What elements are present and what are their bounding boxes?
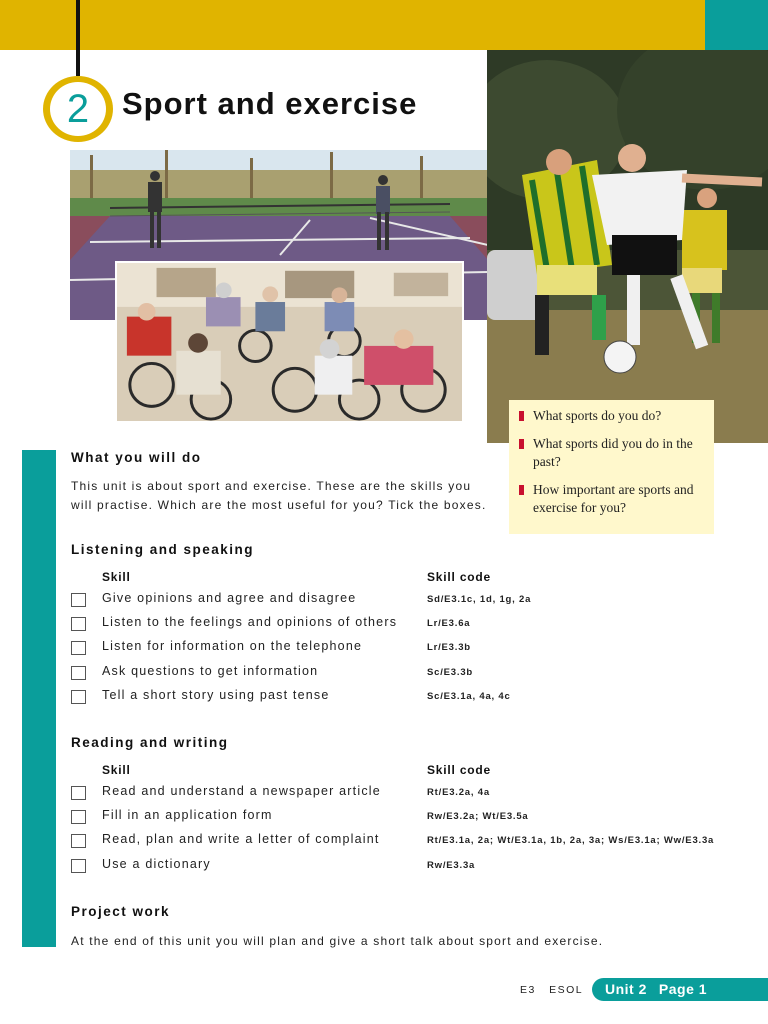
- tick-checkbox[interactable]: [71, 810, 86, 824]
- question-text: What sports do you do?: [533, 408, 662, 423]
- tick-checkbox[interactable]: [71, 617, 86, 631]
- header-teal-block: [705, 0, 768, 50]
- question-item: [519, 481, 706, 517]
- project-work-heading: Project work: [71, 904, 171, 919]
- skill-row: [71, 688, 731, 708]
- skill-text: Fill in an application form: [102, 808, 273, 822]
- skill-code-column-header: Skill code: [427, 763, 492, 777]
- footer-level-subject: [520, 984, 583, 996]
- bullet-marker: [519, 411, 524, 421]
- header-vertical-rule: [76, 0, 80, 76]
- skill-row: [71, 784, 731, 804]
- skill-code: Sc/E3.3b: [427, 667, 474, 678]
- skill-code: Rt/E3.2a, 4a: [427, 787, 490, 798]
- skill-row: [71, 857, 731, 877]
- question-item: [519, 407, 706, 425]
- skill-row: [71, 615, 731, 635]
- tick-checkbox[interactable]: [71, 859, 86, 873]
- skill-code: Sc/E3.1a, 4a, 4c: [427, 691, 511, 702]
- intro-line: will practise. Which are the most useful for you? Tick the boxes.: [71, 497, 487, 512]
- skill-text: Tell a short story using past tense: [102, 688, 330, 702]
- project-work-text: At the end of this unit you will plan and give a short talk about sport and exercise.: [71, 934, 604, 948]
- skill-text: Use a dictionary: [102, 857, 211, 871]
- tick-checkbox[interactable]: [71, 593, 86, 607]
- tick-checkbox[interactable]: [71, 666, 86, 680]
- footer-page: Page 1: [658, 981, 708, 997]
- wheelchair-exercise-photo: [115, 261, 464, 423]
- footer-level: E3: [520, 984, 536, 996]
- page-title: Sport and exercise: [122, 86, 418, 121]
- tick-checkbox[interactable]: [71, 786, 86, 800]
- skill-text: Listen to the feelings and opinions of others: [102, 615, 398, 629]
- skill-text: Listen for information on the telephone: [102, 639, 363, 653]
- footer-unit-page-tab: [592, 978, 768, 1001]
- football-photo: [487, 50, 768, 443]
- bullet-marker: [519, 485, 524, 495]
- skill-code: Lr/E3.3b: [427, 642, 471, 653]
- footer-subject: ESOL: [549, 984, 584, 996]
- skill-column-header: Skill: [102, 763, 131, 777]
- skill-code: Sd/E3.1c, 1d, 1g, 2a: [427, 594, 532, 605]
- skill-row: [71, 832, 731, 852]
- skill-text: Give opinions and agree and disagree: [102, 591, 357, 605]
- tick-checkbox[interactable]: [71, 834, 86, 848]
- skill-text: Ask questions to get information: [102, 664, 319, 678]
- reading-writing-heading: Reading and writing: [71, 735, 229, 750]
- skill-code: Rw/E3.3a: [427, 860, 476, 871]
- unit-number: 2: [66, 86, 90, 131]
- bullet-marker: [519, 439, 524, 449]
- question-text: What sports did you do in the past?: [533, 436, 693, 469]
- skill-column-header: Skill: [102, 570, 131, 584]
- intro-line: This unit is about sport and exercise. These are the skills you: [71, 479, 472, 493]
- tick-checkbox[interactable]: [71, 690, 86, 704]
- skill-row: [71, 664, 731, 684]
- question-text: How important are sports and exercise for you?: [533, 482, 694, 515]
- listening-speaking-heading: Listening and speaking: [71, 542, 255, 557]
- intro-text: [71, 477, 486, 514]
- skill-code: Rw/E3.2a; Wt/E3.5a: [427, 811, 529, 822]
- what-you-will-do-heading: What you will do: [71, 450, 202, 465]
- skill-row: [71, 808, 731, 828]
- skill-text: Read and understand a newspaper article: [102, 784, 381, 798]
- skill-code: Rt/E3.1a, 2a; Wt/E3.1a, 1b, 2a, 3a; Ws/E3.1a; Ww/E3.3a: [427, 835, 715, 846]
- header-yellow-bar: [0, 0, 705, 50]
- unit-number-badge: [43, 76, 113, 142]
- question-item: [519, 435, 706, 471]
- skill-text: Read, plan and write a letter of complaint: [102, 832, 380, 846]
- skill-row: [71, 639, 731, 659]
- tick-checkbox[interactable]: [71, 641, 86, 655]
- side-teal-strip: [22, 450, 56, 947]
- footer-unit: Unit 2: [605, 981, 647, 997]
- skill-row: [71, 591, 731, 611]
- skill-code: Lr/E3.6a: [427, 618, 471, 629]
- skill-code-column-header: Skill code: [427, 570, 492, 584]
- discussion-questions-box: [509, 400, 714, 534]
